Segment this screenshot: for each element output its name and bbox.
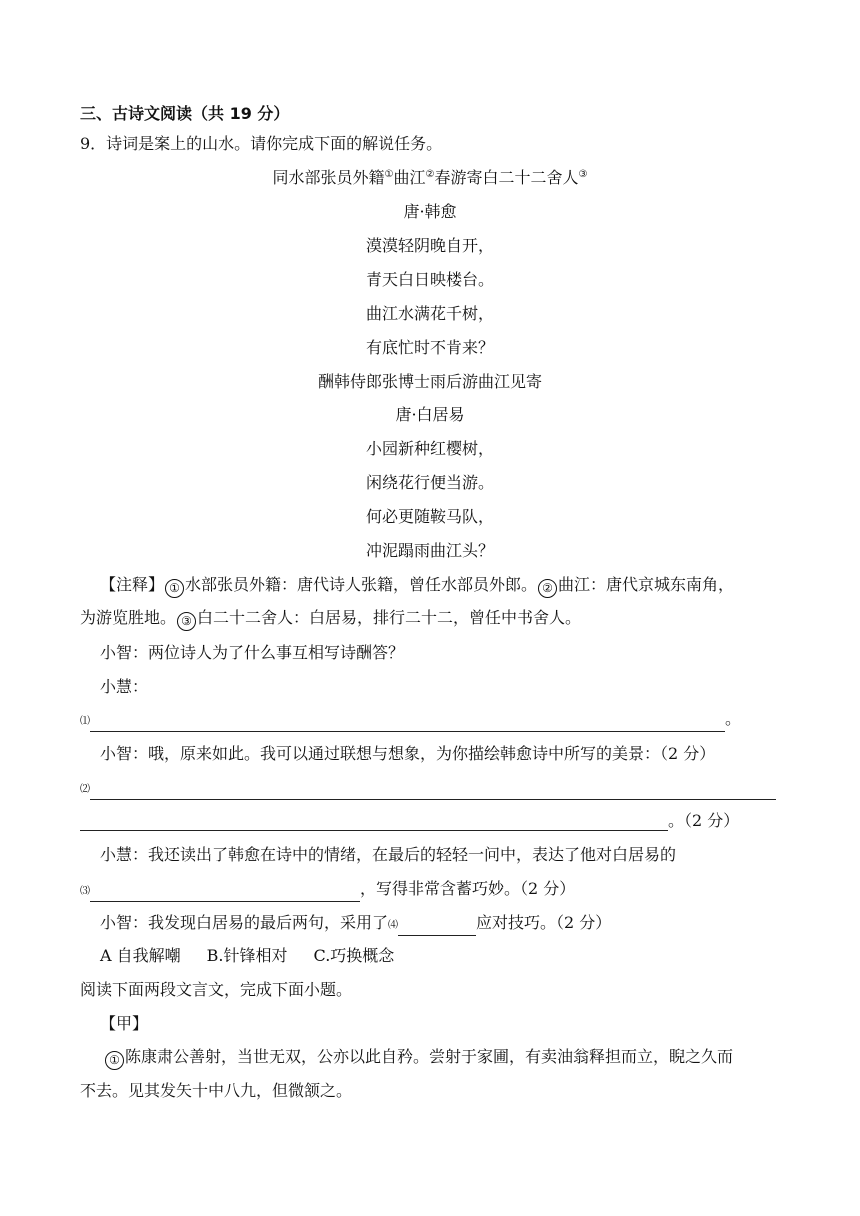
poem1-line: 青天白日映楼台。 bbox=[365, 270, 494, 289]
poem2-title: 酬韩侍郎张博士雨后游曲江见寄 bbox=[317, 372, 542, 391]
passage-jia-label: 【甲】 bbox=[100, 1014, 149, 1033]
blank-2-line[interactable] bbox=[90, 783, 776, 800]
dialogue-xiaohui-label: 小慧： bbox=[100, 677, 149, 696]
poem2-line: 何必更随鞍马队， bbox=[365, 507, 494, 526]
choice-b: B.针锋相对 bbox=[206, 946, 288, 965]
poem1-title: 同水部张员外籍①曲江②春游寄白二十二舍人③ bbox=[272, 168, 588, 187]
poem2-author: 唐·白居易 bbox=[395, 405, 465, 424]
blank-3-line[interactable] bbox=[90, 885, 360, 902]
choice-a: A 自我解嘲 bbox=[100, 946, 181, 965]
poem2-line: 冲泥蹋雨曲江头？ bbox=[365, 541, 494, 560]
blank-4-line[interactable] bbox=[398, 919, 476, 936]
section-title: 三、古诗文阅读（共 19 分） bbox=[80, 104, 290, 123]
passage-jia-para-1: ① 陈康肃公善射，当世无双，公亦以此自矜。尝射于家圃，有卖油翁释担而立，睨之久而 bbox=[104, 1047, 733, 1070]
answer-blank-2: ⑵ bbox=[80, 777, 776, 800]
answer-blank-2-cont: 。（2 分） bbox=[80, 811, 739, 831]
poem1-line: 漠漠轻阴晚自开， bbox=[365, 236, 494, 255]
dialogue-xiaohui-2: 小慧：我还读出了韩愈在诗中的情绪，在最后的轻轻一问中，表达了他对白居易的 bbox=[100, 845, 677, 864]
choice-options bbox=[100, 946, 394, 966]
blank-2-line-cont[interactable] bbox=[80, 814, 668, 831]
notes-line-2: 为游览胜地。 ③ 白二十二舍人：白居易，排行二十二，曾任中书舍人。 bbox=[80, 608, 581, 631]
answer-blank-1: ⑴ 。 bbox=[80, 709, 741, 732]
poem1-author: 唐·韩愈 bbox=[403, 202, 457, 221]
passage-jia-para-1-cont: 不去。见其发矢十中八九，但微颔之。 bbox=[80, 1081, 353, 1100]
dialogue-question: 小智：两位诗人为了什么事互相写诗酬答？ bbox=[100, 643, 405, 662]
blank-1-line[interactable] bbox=[90, 715, 725, 732]
poem2-line: 小园新种红樱树， bbox=[365, 439, 494, 458]
dialogue-xiaozhi-3: 小智：我发现白居易的最后两句，采用了⑷ 应对技巧。（2 分） bbox=[100, 913, 611, 936]
question-9-prompt: 9．诗词是案上的山水。请你完成下面的解说任务。 bbox=[80, 134, 443, 153]
poem2-line: 闲绕花行便当游。 bbox=[365, 473, 494, 492]
poem1-line: 有底忙时不肯来？ bbox=[365, 338, 494, 357]
answer-blank-3: ⑶ ，写得非常含蓄巧妙。（2 分） bbox=[80, 879, 575, 902]
choice-c: C.巧换概念 bbox=[313, 946, 395, 965]
dialogue-xiaozhi-2: 小智：哦，原来如此。我可以通过联想与想象，为你描绘韩愈诗中所写的美景：（2 分） bbox=[100, 744, 716, 763]
notes-line-1: 【注释】 ① 水部张员外籍：唐代诗人张籍，曾任水部员外郎。 ② 曲江：唐代京城东南角， bbox=[100, 575, 734, 598]
reading-intro: 阅读下面两段文言文，完成下面小题。 bbox=[80, 980, 353, 999]
poem1-line: 曲江水满花千树， bbox=[365, 304, 494, 323]
